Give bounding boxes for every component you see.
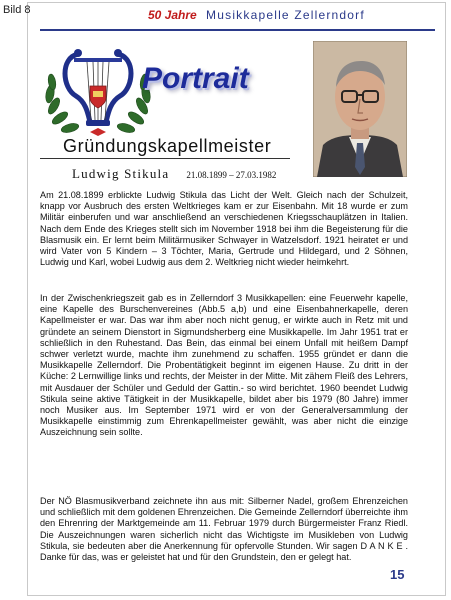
- section-title: Gründungskapellmeister: [63, 136, 272, 156]
- paragraph-1: Am 21.08.1899 erblickte Ludwig Stikula das Licht der Welt. Gleich nach der Schulzeit, knapp vor Ausbruch des ersten Weltkrieges kam er zur Eisenbahn. Mit 18 wurde er zum Militär einberufen und war anschließend an verschiedenen Kriegsschauplätzen in Italien. Nach dem Ende des Krieges stellt sich im November 1918 bei ihm die Begeisterung für die Blasmusik ein. Er lernt beim Militärmusiker Schwayer in Watzelsdorf. 1921 heiratet er und wird Vater von 5 Kindern – 3 Töchter, Maria, Gertrude und Hildegard, und 2 Söhnen, Ludwig und Karl, wobei Ludwig aus dem 2. Weltkrieg nicht wieder heimkehrt.: [40, 190, 408, 268]
- page-number: 15: [390, 567, 405, 582]
- header-year: 50 Jahre: [148, 8, 197, 22]
- person-name: Ludwig Stikula: [72, 166, 170, 181]
- paragraph-3: Der NÖ Blasmusikverband zeichnete ihn aus mit: Silberner Nadel, großem Ehrenzeichen und schließlich mit dem goldenen Ehrenzeichen. Die Gemeinde Zellerndorf überreichte ihm den Ehrenring der Marktgemeinde am 11. Februar 1979 durch Bürgermeister Franz Riedl. Die Auszeichnungen waren sicherlich nicht das Wichtigste im Musikleben von Ludwig Stikula, sie bedeuten aber die Anerkennung für opfervolle Stunden. Wir sagen D A N K E . Danke für das, was er geleistet hat und für den Grundstein, den er gelegt hat.: [40, 496, 408, 563]
- person-line: [72, 166, 276, 182]
- lyre-emblem-icon: [40, 36, 156, 144]
- header-rule: [40, 29, 435, 31]
- person-dates: 21.08.1899 – 27.03.1982: [186, 170, 277, 180]
- page-header: [148, 8, 365, 22]
- image-label: Bild 8: [3, 4, 31, 16]
- paragraph-2: In der Zwischenkriegszeit gab es in Zellerndorf 3 Musikkapellen: eine Feuerwehr kapelle, eine Kapelle des Burschenvereines (Abb.5 a,b) und eine Eisenbahnerkapelle, deren Kapellmeister er war. Das war ihm aber noch nicht genug, er wirkte auch in Retz mit und gründete an seinem Dienstort in Sigmundsherberg eine Musikkapelle. Im Jahr 1951 trat er schließlich in den Ruhestand. Das Bein, das einmal bei einem Unfall mit heißem Dampf schwer verletzt wurde, machte ihm zunehmend zu schaffen. 1955 gründet er dann die Musikkapelle Zellerndorf. Die Probentätigkeit beginnt im eigenen Hause. Zu dritt in der Küche: 2 Lernwillige links und rechts, der Meister in der Mitte. Mit zähem Fleiß des Lehrers, mit Ausdauer der Schüler und Geduld der Gattin.- so wird berichtet. 1960 beendet Ludwig Stikula seine aktive Tätigkeit in der Musikkapelle, bildet aber bis 1979 (80 Jahre) immer noch Musiker aus. Im September 1971 wird er von der Generalversammlung der Musikkapelle einstimmig zum Ehrenkapellmeister gewählt, was aber nicht die einzige Auszeichnung sein sollte.: [40, 293, 408, 438]
- header-club: Musikkapelle Zellerndorf: [206, 8, 365, 22]
- title-rule: [40, 158, 290, 159]
- portrait-heading: Portrait: [142, 62, 249, 95]
- portrait-photo: [313, 41, 407, 177]
